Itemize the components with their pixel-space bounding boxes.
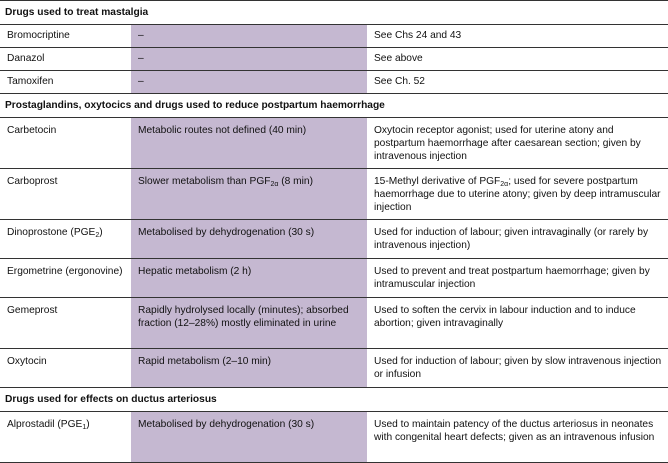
- drug-name: [0, 412, 131, 463]
- drug-name: Tamoxifen: [0, 71, 131, 94]
- drug-name: Carbetocin: [0, 118, 131, 169]
- table-row: [0, 25, 668, 48]
- notes-cell: Oxytocin receptor agonist; used for uterine atony and postpartum haemorrhage after caesarean section; given by intravenous injection: [367, 118, 668, 169]
- table-row: [0, 349, 668, 388]
- subscript: 2α: [270, 181, 279, 188]
- subscript: 2α: [500, 181, 509, 188]
- table-row: [0, 298, 668, 349]
- notes-cell: Used to prevent and treat postpartum haemorrhage; given by intramuscular injection: [367, 259, 668, 298]
- drug-name: Oxytocin: [0, 349, 131, 388]
- table-row: [0, 412, 668, 463]
- metabolism-cell: Hepatic metabolism (2 h): [131, 259, 367, 298]
- metabolism-cell: Metabolised by dehydrogenation (30 s): [131, 412, 367, 463]
- notes-text: ; used for severe postpartum haemorrhage due to uterine atony; given by deep intramuscular injection: [374, 176, 661, 213]
- metabolism-cell: [131, 169, 367, 220]
- notes-cell: See Chs 24 and 43: [367, 25, 668, 48]
- metabolism-cell: –: [131, 71, 367, 94]
- subscript: 1: [82, 424, 87, 431]
- metabolism-cell: –: [131, 48, 367, 71]
- drug-name: [0, 220, 131, 259]
- metabolism-text: Slower metabolism than PGF: [138, 176, 271, 187]
- drug-text: Dinoprostone (PGE: [7, 227, 96, 238]
- drug-name: Ergometrine (ergonovine): [0, 259, 131, 298]
- metabolism-cell: Rapidly hydrolysed locally (minutes); absorbed fraction (12–28%) mostly eliminated in urine: [131, 298, 367, 349]
- drug-name: Carboprost: [0, 169, 131, 220]
- section-header-prostaglandins: [0, 94, 668, 118]
- table-row: [0, 220, 668, 259]
- section-title: Drugs used to treat mastalgia: [0, 1, 668, 25]
- section-title: Prostaglandins, oxytocics and drugs used to reduce postpartum haemorrhage: [0, 94, 668, 118]
- section-title: Drugs used for effects on ductus arteriosus: [0, 388, 668, 412]
- drug-text: ): [99, 227, 103, 238]
- table-row: [0, 118, 668, 169]
- table-row: [0, 259, 668, 298]
- subscript: 2: [95, 232, 100, 239]
- metabolism-cell: Rapid metabolism (2–10 min): [131, 349, 367, 388]
- metabolism-text: (8 min): [278, 176, 313, 187]
- notes-cell: See Ch. 52: [367, 71, 668, 94]
- notes-cell: [367, 169, 668, 220]
- notes-cell: Used to maintain patency of the ductus arteriosus in neonates with congenital heart defects; given as an intravenous infusion: [367, 412, 668, 463]
- table-row: [0, 71, 668, 94]
- table-row: [0, 48, 668, 71]
- drug-name: Bromocriptine: [0, 25, 131, 48]
- notes-cell: Used for induction of labour; given intravaginally (or rarely by intravenous injection): [367, 220, 668, 259]
- notes-text: 15-Methyl derivative of PGF: [374, 176, 501, 187]
- notes-cell: Used to soften the cervix in labour induction and to induce abortion; given intravaginally: [367, 298, 668, 349]
- table-row: [0, 169, 668, 220]
- metabolism-cell: Metabolic routes not defined (40 min): [131, 118, 367, 169]
- section-header-mastalgia: [0, 1, 668, 25]
- notes-cell: See above: [367, 48, 668, 71]
- metabolism-cell: Metabolised by dehydrogenation (30 s): [131, 220, 367, 259]
- drug-name: Danazol: [0, 48, 131, 71]
- notes-cell: Used for induction of labour; given by slow intravenous injection or infusion: [367, 349, 668, 388]
- drug-name: Gemeprost: [0, 298, 131, 349]
- drug-text: Alprostadil (PGE: [7, 419, 83, 430]
- drug-text: ): [86, 419, 90, 430]
- metabolism-cell: –: [131, 25, 367, 48]
- section-header-ductus: [0, 388, 668, 412]
